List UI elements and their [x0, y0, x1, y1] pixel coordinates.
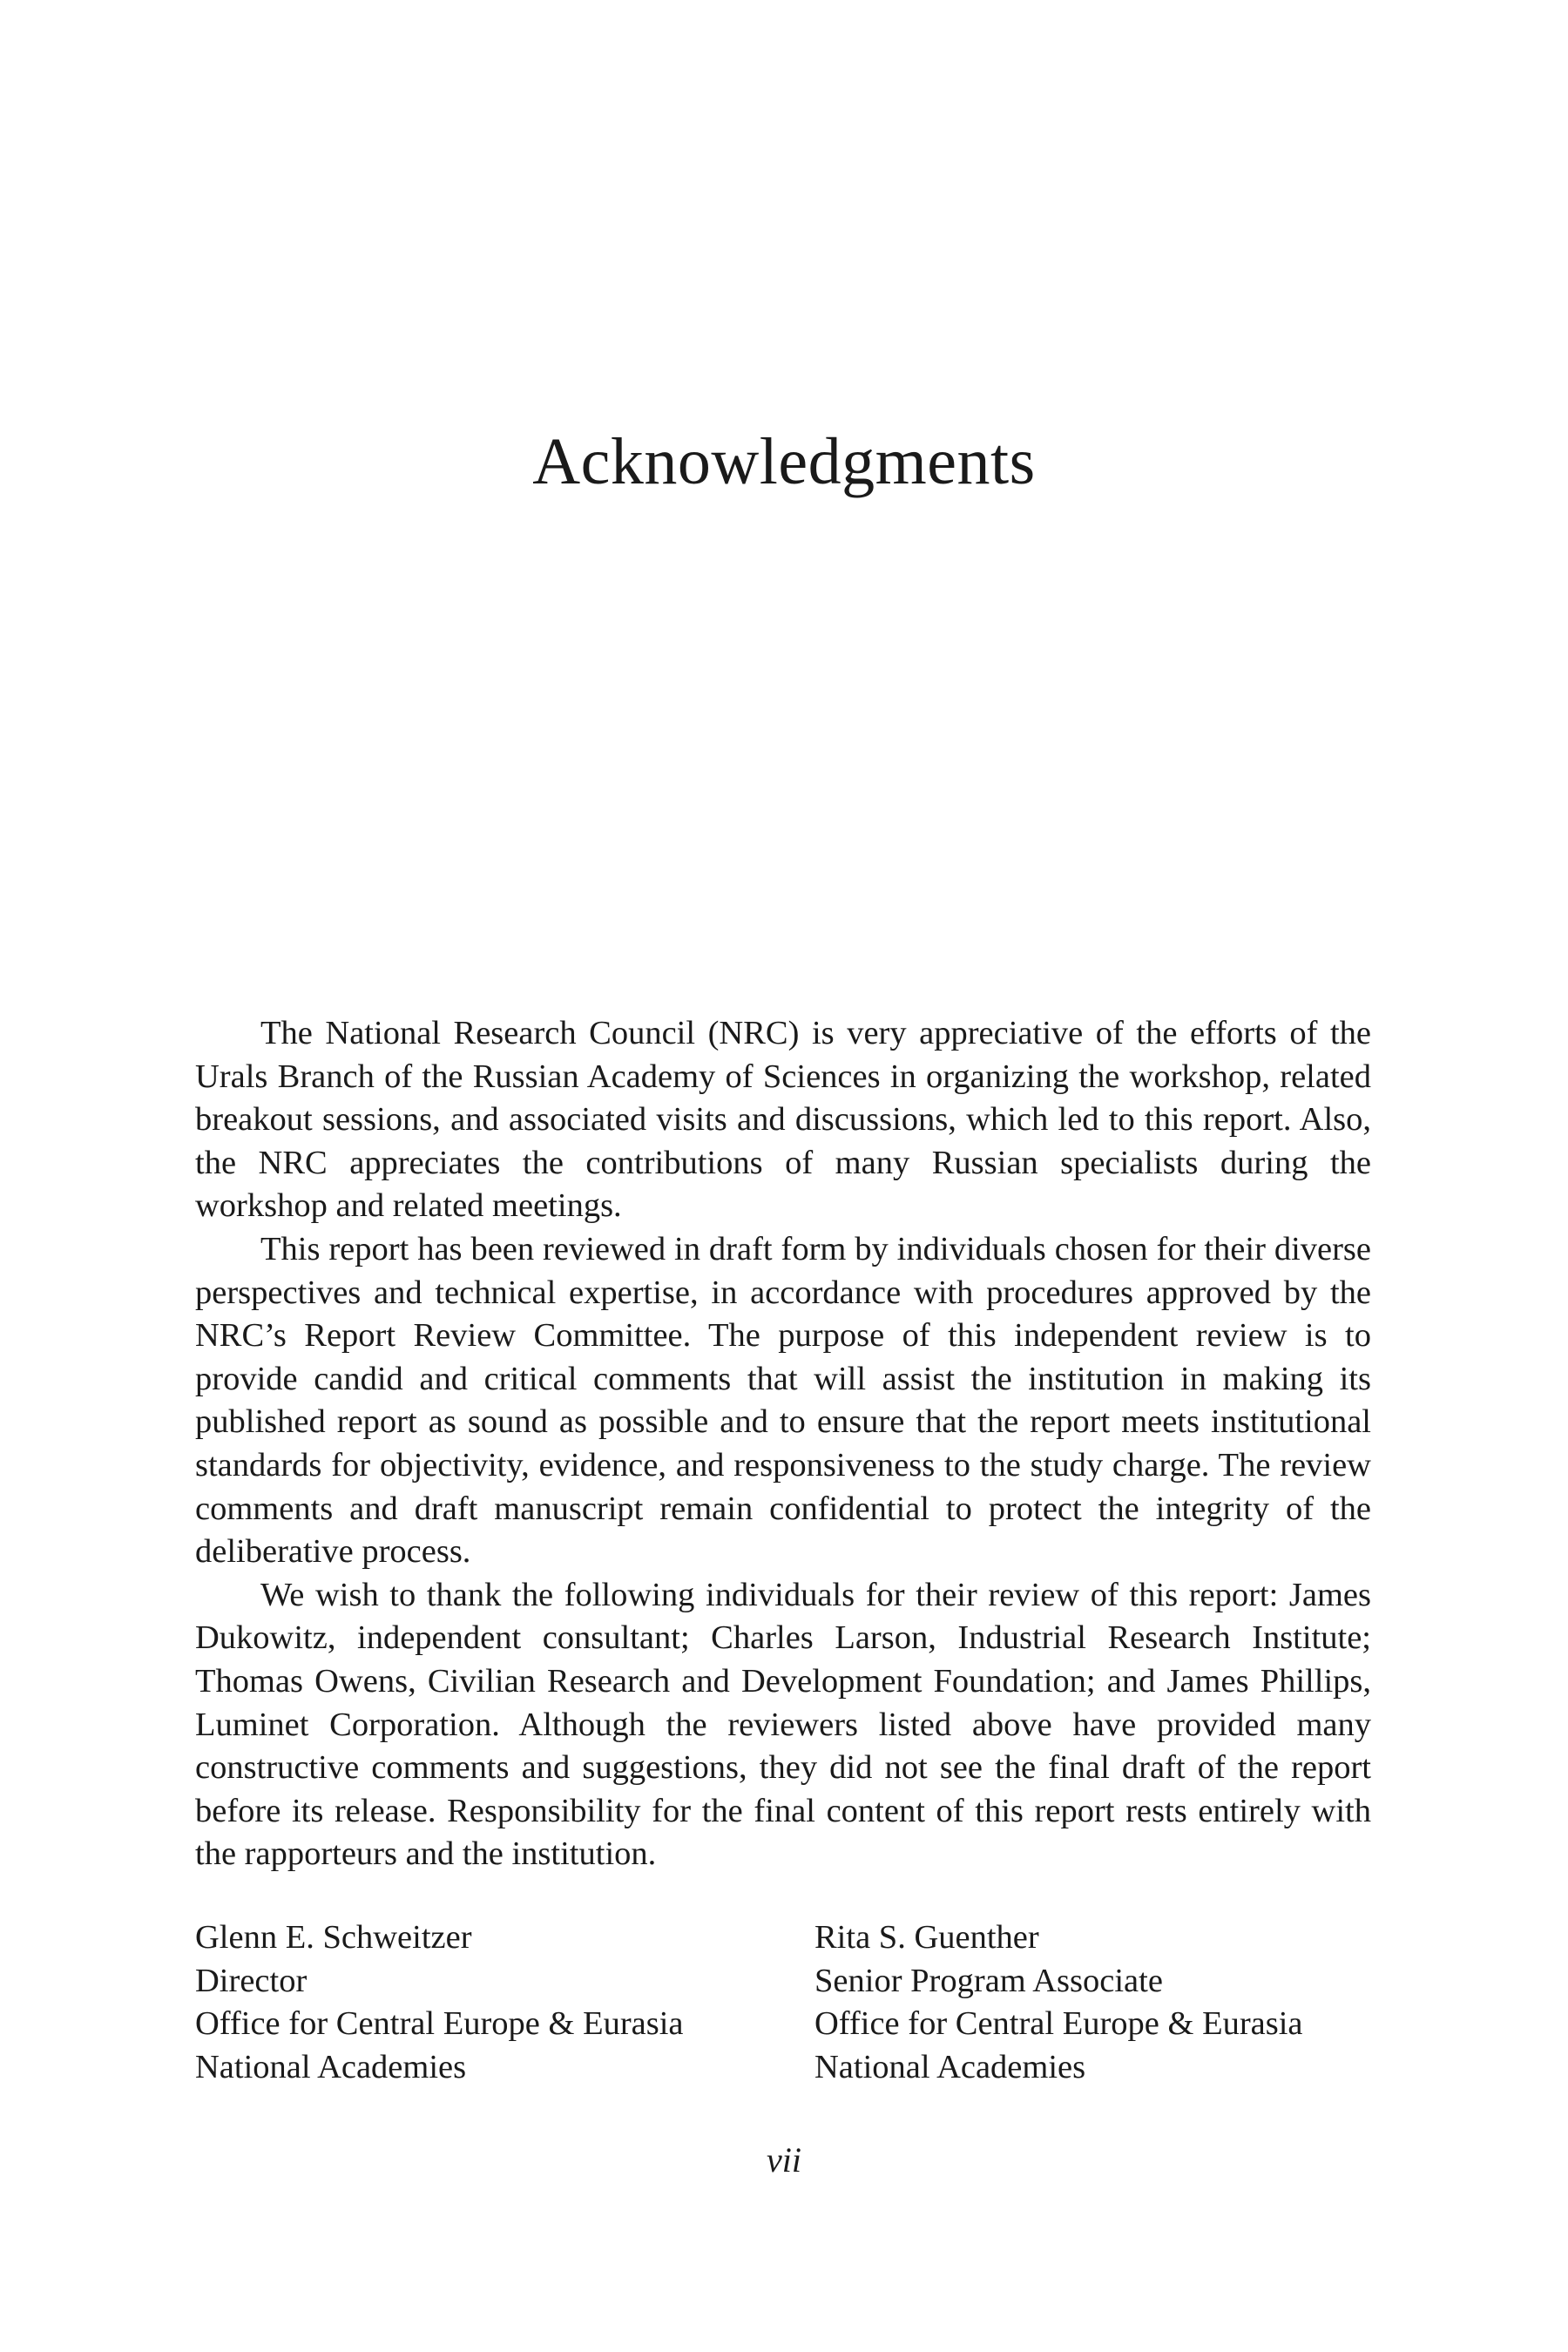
signatory-organization: National Academies: [814, 2048, 1086, 2085]
signatory-name: Rita S. Guenther: [814, 1919, 1039, 1956]
signatory-office: Office for Central Europe & Eurasia: [195, 2005, 684, 2043]
body-text: [195, 1012, 1371, 1876]
page-title: Acknowledgments: [532, 425, 1036, 498]
signatory-title: Director: [195, 1962, 308, 1999]
signatory-title: Senior Program Associate: [814, 1962, 1163, 1999]
signature-block-left: [195, 1916, 787, 2089]
signatory-office: Office for Central Europe & Eurasia: [814, 2005, 1303, 2043]
signature-block-right: [814, 1916, 1407, 2089]
paragraph-reviewers: We wish to thank the following individuals for their review of this report: James Dukowitz, independent consultant; Charles Larson, Industrial Research Institute; Thomas Owens, Civilian Research and Development Foundation; and James Phillips, Luminet Corporation. Although the reviewers listed above have provided many constructive comments and suggestions, they did not see the final draft of the report before its release. Responsibility for the final content of this report rests entirely with the rapporteurs and the institution.: [195, 1576, 1371, 1873]
signatory-name: Glenn E. Schweitzer: [195, 1919, 472, 1956]
signatory-organization: National Academies: [195, 2048, 467, 2085]
paragraph-review-process: This report has been reviewed in draft form by individuals chosen for their diverse perspectives and technical expertise, in accordance with procedures approved by the NRC’s Report Review Committee. The purpose of this independent review is to provide candid and critical comments that will assist the institution in making its published report as sound as possible and to ensure that the report meets institutional standards for objectivity, evidence, and responsiveness to the study charge. The review comments and draft manuscript remain confidential to protect the integrity of the deliberative process.: [195, 1230, 1371, 1571]
page-number: vii: [767, 2140, 801, 2180]
paragraph-appreciation: The National Research Council (NRC) is very appreciative of the efforts of the Urals Branch of the Russian Academy of Sciences in organizing the workshop, related breakout sessions, and associated visits and discussions, which led to this report. Also, the NRC appreciates the contributions of many Russian specialists during the workshop and related meetings.: [195, 1015, 1371, 1225]
